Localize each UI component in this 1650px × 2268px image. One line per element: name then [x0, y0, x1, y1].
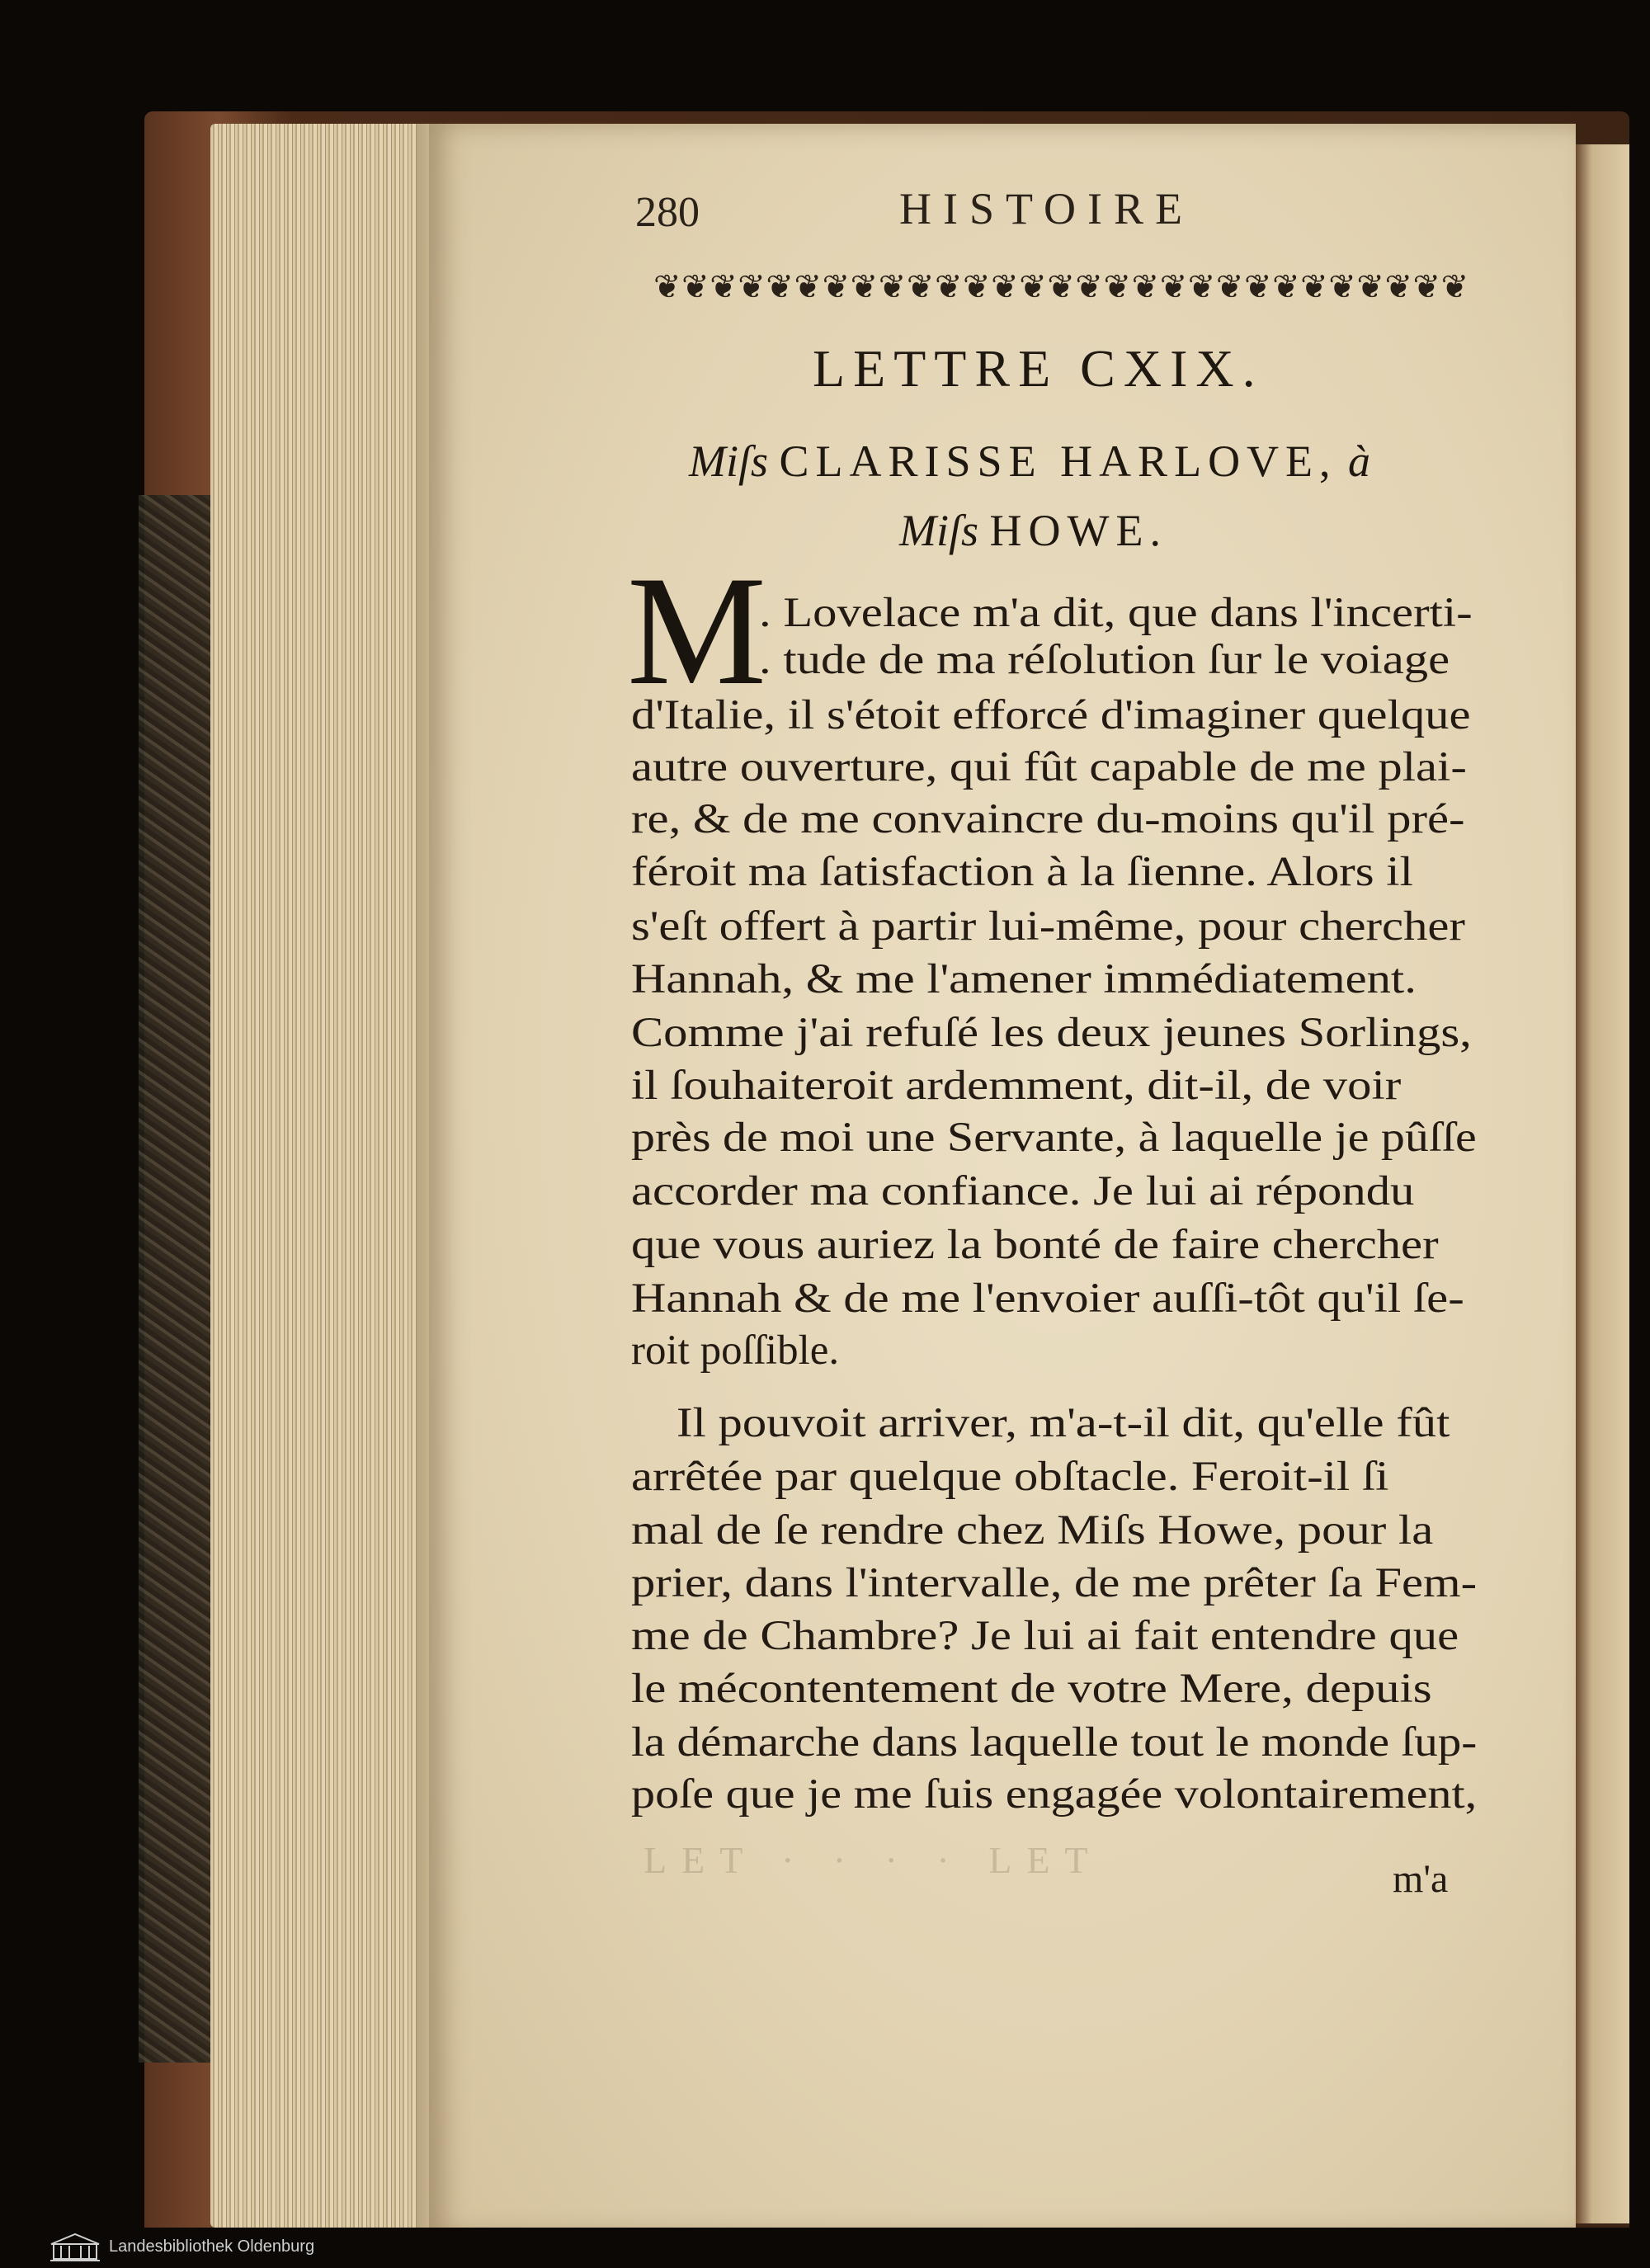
- ornament-glyph: ❦: [1215, 268, 1245, 305]
- ornament-glyph: ❦: [878, 268, 908, 305]
- ornament-glyph: ❦: [1440, 268, 1470, 305]
- running-title: HISTOIRE: [899, 184, 1195, 233]
- text-line: féroit ma ſatisfaction à la ſienne. Alors il: [631, 849, 1413, 895]
- text-line: re, & de me convaincre du-moins qu'il pré-: [631, 796, 1465, 842]
- text-line: autre ouverture, qui fût capable de me plai-: [631, 744, 1467, 790]
- ornament-glyph: ❦: [1131, 268, 1161, 305]
- text-line: le mécontentement de votre Mere, depuis: [631, 1666, 1432, 1712]
- ornament-glyph: ❦: [1103, 268, 1133, 305]
- text-line: près de moi une Servante, à laquelle je pûſſe: [631, 1115, 1477, 1161]
- text-line: la démarche dans laquelle tout le monde ſup-: [631, 1719, 1478, 1766]
- ornament-glyph: ❦: [1300, 268, 1329, 305]
- ornament-glyph: ❦: [710, 268, 738, 305]
- text-line: mal de ſe rendre chez Miſs Howe, pour la: [631, 1507, 1434, 1554]
- text-line: poſe que je me ſuis engagée volontairement,: [631, 1771, 1478, 1818]
- ornament-glyph: ❦: [934, 268, 964, 305]
- ornament-glyph: ❦: [1047, 268, 1076, 305]
- text-line: . Lovelace m'a dit, que dans l'incerti-: [759, 590, 1473, 636]
- text-line: il ſouhaiteroit ardemment, dit-il, de voir: [631, 1063, 1402, 1109]
- ornament-glyph: ❦: [1019, 268, 1048, 305]
- ornament-glyph: ❦: [653, 268, 682, 305]
- ornament-glyph: ❦: [766, 268, 794, 305]
- text-line: Hannah, & me l'amener immédiatement.: [631, 956, 1417, 1002]
- facing-page-edge: [1576, 144, 1629, 2223]
- ornament-glyph: ❦: [1187, 268, 1217, 305]
- ornament-glyph: ❦: [1075, 268, 1104, 305]
- ornament-glyph: ❦: [794, 268, 823, 305]
- ornament-glyph: ❦: [681, 268, 710, 305]
- text-line: . tude de ma réſolution ſur le voiage: [759, 637, 1450, 683]
- catchword: m'a: [1393, 1857, 1449, 1901]
- text-line: roit poſſible.: [631, 1327, 840, 1374]
- salutation-miss: Miſs: [899, 506, 979, 555]
- page-number: 280: [635, 189, 700, 236]
- text-line: me de Chambre? Je lui ai fait entendre que: [631, 1613, 1459, 1659]
- salutation-recipient: HOWE.: [989, 506, 1167, 555]
- ornament-glyph: ❦: [1384, 268, 1413, 305]
- ornament-glyph: ❦: [1272, 268, 1301, 305]
- salutation-line-2: [899, 505, 1167, 556]
- ornament-glyph: ❦: [1243, 268, 1273, 305]
- ornament-glyph: ❦: [1328, 268, 1357, 305]
- letter-title: LETTRE CXIX.: [813, 339, 1264, 398]
- text-line: Hannah & de me l'envoier auſſi-tôt qu'il ſe-: [631, 1275, 1464, 1322]
- text-line: prier, dans l'intervalle, de me prêter ſa Fem-: [631, 1560, 1478, 1606]
- library-building-icon: [50, 2233, 101, 2262]
- ornament-glyph: ❦: [963, 268, 992, 305]
- text-line: accorder ma confiance. Je lui ai répondu: [631, 1168, 1415, 1214]
- text-line: arrêtée par quelque obſtacle. Feroit-il ſi: [631, 1454, 1389, 1500]
- ornament-glyph: ❦: [1412, 268, 1442, 305]
- ornament-glyph: ❦: [906, 268, 936, 305]
- ornament-glyph: ❦: [822, 268, 851, 305]
- text-line: Comme j'ai refuſé les deux jeunes Sorlings,: [631, 1010, 1472, 1056]
- ornament-glyph: ❦: [1159, 268, 1189, 305]
- ornament-band: [653, 264, 1470, 310]
- page-stack-edges: [210, 124, 433, 2228]
- salutation-line-1: [689, 436, 1370, 487]
- text-line: d'Italie, il s'étoit efforcé d'imaginer quelque: [631, 692, 1471, 738]
- ornament-glyph: ❦: [738, 268, 766, 305]
- salutation-sender: CLARISSE HARLOVE,: [779, 436, 1337, 486]
- text-line: s'eſt offert à partir lui-même, pour chercher: [631, 903, 1465, 950]
- ornament-glyph: ❦: [850, 268, 879, 305]
- salutation-miss: Miſs: [689, 436, 769, 486]
- show-through-text: LET · · · · LET: [644, 1839, 1103, 1881]
- salutation-to: à: [1348, 436, 1371, 486]
- ornament-glyph: ❦: [991, 268, 1020, 305]
- text-line: que vous auriez la bonté de faire chercher: [631, 1222, 1439, 1268]
- drop-cap: M: [627, 545, 766, 718]
- text-line: Il pouvoit arriver, m'a-t-il dit, qu'elle fût: [676, 1400, 1450, 1446]
- library-name: Landesbibliothek Oldenburg: [109, 2237, 315, 2256]
- ornament-glyph: ❦: [1356, 268, 1385, 305]
